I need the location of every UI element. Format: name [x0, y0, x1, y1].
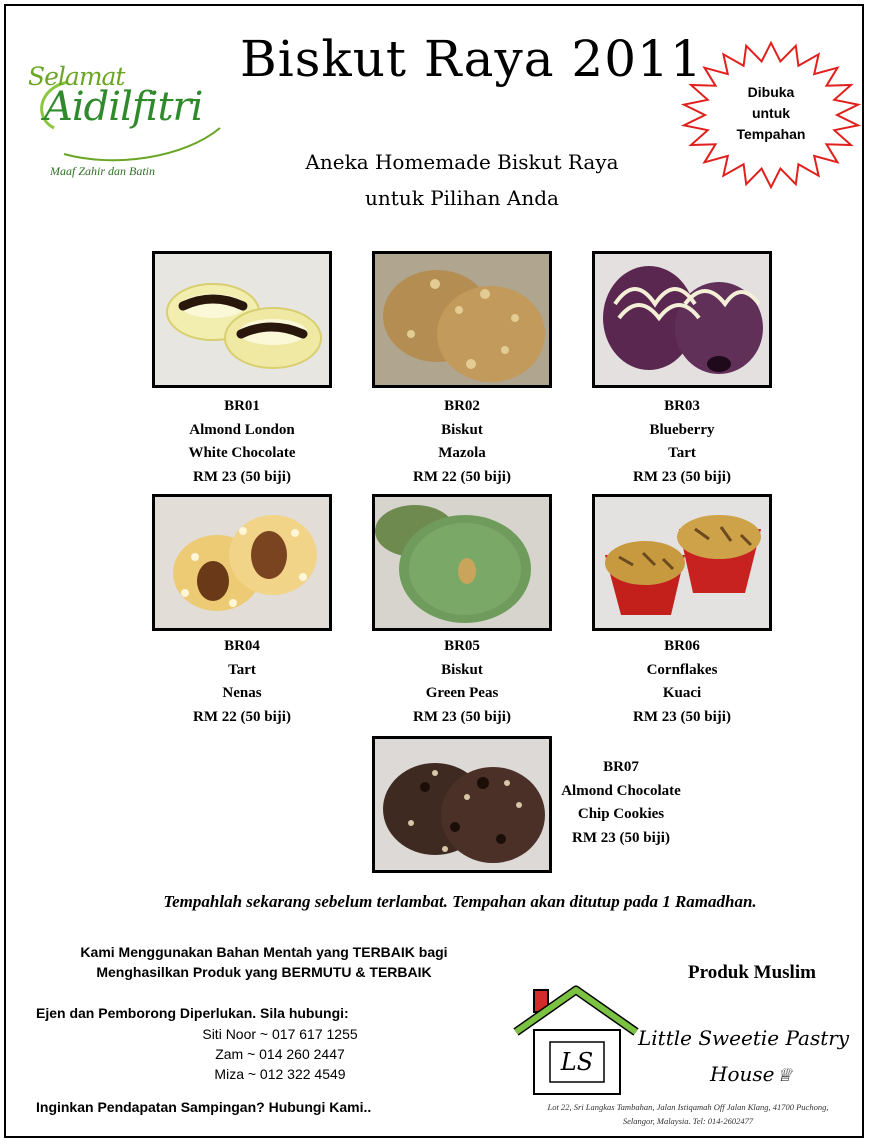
side-income-line: Inginkan Pendapatan Sampingan? Hubungi Kami.. [36, 1099, 372, 1115]
product-photo-br03 [592, 251, 772, 388]
aidilfitri-logo [24, 58, 234, 188]
product-name-line2: Tart [668, 445, 696, 461]
logo-word-aidilfitri: Aidilfitri [44, 84, 203, 130]
product-caption-br06 [592, 635, 772, 729]
product-code: BR07 [603, 759, 639, 775]
product-code: BR06 [664, 638, 700, 654]
almond-chocolate-chip-cookie-icon [375, 739, 549, 870]
chef-hat-icon: ♕ [776, 1065, 793, 1086]
product-name-line1: Cornflakes [646, 661, 718, 678]
product-caption-br01 [152, 395, 332, 489]
contact-item: Miza ~ 012 322 4549 [214, 1066, 346, 1082]
product-name-line2: Kuaci [662, 685, 702, 701]
badge-line-3: Tempahan [736, 126, 806, 142]
product-name-line1: Almond London [189, 421, 295, 438]
product-name-line2: White Chocolate [188, 445, 296, 461]
product-name-line1: Biskut [441, 661, 483, 678]
product-code: BR05 [444, 638, 480, 654]
product-name-line1: Almond Chocolate [561, 782, 681, 799]
product-price: RM 23 (50 biji) [413, 708, 511, 725]
product-caption-br04 [152, 635, 332, 729]
order-deadline-notice: Tempahlah sekarang sebelum terlambat. Tempahan akan ditutup pada 1 Ramadhan. [163, 892, 757, 911]
contact-item: Zam ~ 014 260 2447 [215, 1046, 345, 1062]
product-name-line2: Nenas [222, 685, 262, 701]
brand-name-line1: Little Sweetie Pastry [638, 1026, 850, 1050]
product-name-line1: Tart [228, 661, 256, 678]
brand-address [516, 1100, 860, 1128]
quality-statement [44, 942, 484, 982]
subtitle-line-1: Aneka Homemade Biskut Raya [305, 150, 619, 174]
product-name-line2: Mazola [438, 445, 486, 461]
green-peas-cookie-icon [375, 497, 549, 628]
quality-line-2: Menghasilkan Produk yang BERMUTU & TERBAIK [96, 964, 432, 980]
product-caption-br07 [556, 756, 686, 850]
product-name-line2: Green Peas [425, 685, 499, 701]
badge-line-1: Dibuka [747, 84, 795, 100]
product-caption-br05 [372, 635, 552, 729]
brand-logo [512, 984, 864, 1134]
product-price: RM 23 (50 biji) [193, 468, 291, 485]
contact-list [140, 1024, 420, 1084]
contact-item: Siti Noor ~ 017 617 1255 [202, 1026, 358, 1042]
product-code: BR03 [664, 398, 700, 414]
page-title: Biskut Raya 2011 [240, 30, 703, 88]
product-price: RM 23 (50 biji) [572, 829, 670, 846]
page-subtitle [262, 144, 662, 216]
address-line-2: Selangor, Malaysia. Tel: 014-2602477 [622, 1116, 754, 1126]
product-name-line2: Chip Cookies [577, 806, 665, 822]
product-photo-br01 [152, 251, 332, 388]
product-photo-br05 [372, 494, 552, 631]
product-caption-br03 [592, 395, 772, 489]
logo-word-selamat: Selamat [28, 62, 125, 91]
product-photo-br04 [152, 494, 332, 631]
product-photo-br07 [372, 736, 552, 873]
subtitle-line-2: untuk Pilihan Anda [365, 186, 559, 210]
house-icon [512, 984, 642, 1100]
brand-name-line2: House [710, 1062, 775, 1086]
product-price: RM 22 (50 biji) [413, 468, 511, 485]
quality-line-1: Kami Menggunakan Bahan Mentah yang TERBAIK bagi [80, 944, 448, 960]
product-price: RM 23 (50 biji) [633, 468, 731, 485]
almond-london-cookie-icon [155, 254, 329, 385]
product-code: BR01 [224, 398, 260, 414]
muslim-product-label: Produk Muslim [688, 962, 816, 983]
product-price: RM 22 (50 biji) [193, 708, 291, 725]
order-open-badge [680, 40, 862, 190]
mazola-cookie-icon [375, 254, 549, 385]
product-name-line1: Biskut [441, 421, 483, 438]
product-photo-br06 [592, 494, 772, 631]
product-caption-br02 [372, 395, 552, 489]
brand-name-line2-wrap [710, 1062, 793, 1086]
blueberry-tart-icon [595, 254, 769, 385]
pineapple-tart-icon [155, 497, 329, 628]
product-price: RM 23 (50 biji) [633, 708, 731, 725]
logo-tagline: Maaf Zahir dan Batin [50, 164, 156, 178]
product-photo-br02 [372, 251, 552, 388]
product-code: BR04 [224, 638, 260, 654]
product-name-line1: Blueberry [649, 421, 715, 438]
badge-line-2: untuk [751, 105, 791, 121]
cornflakes-kuaci-icon [595, 497, 769, 628]
address-line-1: Lot 22, Sri Langkas Tambahan, Jalan Istiqamah Off Jalan Klang, 41700 Puchong, [547, 1102, 829, 1112]
monogram-text: LS [560, 1048, 594, 1076]
agents-heading: Ejen dan Pemborong Diperlukan. Sila hubungi: [36, 1005, 349, 1021]
product-code: BR02 [444, 398, 480, 414]
